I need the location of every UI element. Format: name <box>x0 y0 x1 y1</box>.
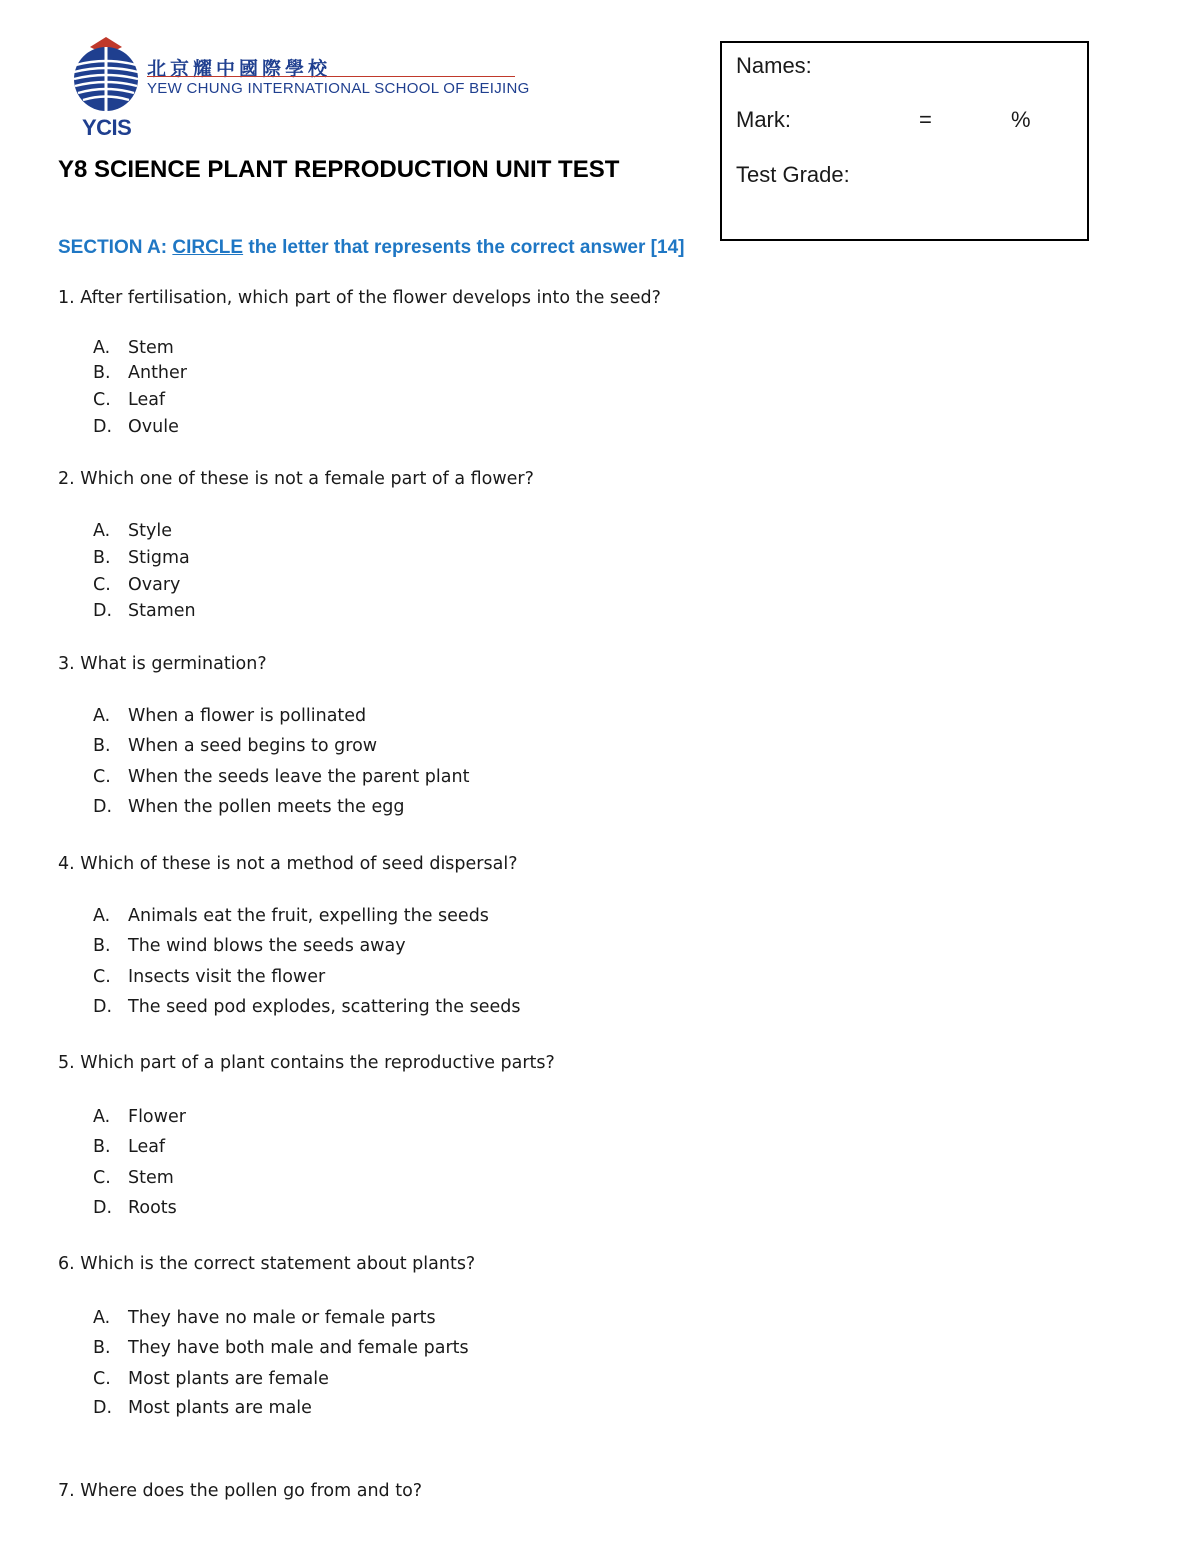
section-a-heading <box>58 237 684 259</box>
option-letter: D. <box>93 997 113 1017</box>
question-1-option-a[interactable] <box>93 338 174 358</box>
question-7: 7. Where does the pollen go from and to? <box>58 1481 423 1501</box>
student-info-box <box>720 41 1089 241</box>
question-6-option-c[interactable] <box>93 1369 329 1389</box>
question-1-option-d[interactable] <box>93 417 179 437</box>
option-letter: D. <box>93 797 113 817</box>
option-letter: B. <box>93 363 111 383</box>
option-text: When the pollen meets the egg <box>128 797 405 817</box>
question-5-option-a[interactable] <box>93 1107 186 1127</box>
school-abbreviation: YCIS <box>82 115 132 140</box>
option-letter: C. <box>93 575 111 595</box>
question-3-option-a[interactable] <box>93 706 366 726</box>
option-letter: D. <box>93 417 113 437</box>
question-4: 4. Which of these is not a method of seed dispersal? <box>58 854 518 874</box>
option-text: Animals eat the fruit, expelling the seeds <box>128 906 489 926</box>
option-letter: C. <box>93 967 111 987</box>
question-6-option-a[interactable] <box>93 1308 436 1328</box>
option-text: Leaf <box>128 1137 166 1157</box>
mark-equals-sign: = <box>919 107 932 132</box>
option-letter: A. <box>93 338 111 358</box>
question-4-option-c[interactable] <box>93 967 325 987</box>
school-name-english: YEW CHUNG INTERNATIONAL SCHOOL OF BEIJING <box>147 80 530 97</box>
option-text: Stem <box>128 1168 174 1188</box>
option-letter: A. <box>93 1107 111 1127</box>
question-3-option-b[interactable] <box>93 736 377 756</box>
option-letter: D. <box>93 1198 113 1218</box>
question-4-option-d[interactable] <box>93 997 520 1017</box>
question-2-option-d[interactable] <box>93 601 196 621</box>
question-3-option-c[interactable] <box>93 767 469 787</box>
option-letter: B. <box>93 1137 111 1157</box>
option-letter: C. <box>93 767 111 787</box>
option-text: When a flower is pollinated <box>128 706 367 726</box>
option-text: Leaf <box>128 390 166 410</box>
option-text: Most plants are female <box>128 1369 329 1389</box>
question-3-option-d[interactable] <box>93 797 404 817</box>
option-text: Roots <box>128 1198 177 1218</box>
option-letter: C. <box>93 1168 111 1188</box>
mark-percent-sign: % <box>1011 107 1031 132</box>
option-text: When the seeds leave the parent plant <box>128 767 470 787</box>
option-letter: A. <box>93 1308 111 1328</box>
question-1-option-b[interactable] <box>93 363 187 383</box>
section-a-emphasis: CIRCLE <box>172 237 244 258</box>
option-text: Insects visit the flower <box>128 967 326 987</box>
option-letter: B. <box>93 548 111 568</box>
question-6: 6. Which is the correct statement about plants? <box>58 1254 476 1274</box>
question-1-option-c[interactable] <box>93 390 165 410</box>
option-text: Ovary <box>128 575 181 595</box>
option-letter: C. <box>93 1369 111 1389</box>
question-5-option-b[interactable] <box>93 1137 165 1157</box>
question-2-option-a[interactable] <box>93 521 172 541</box>
question-4-option-b[interactable] <box>93 936 406 956</box>
option-text: Stigma <box>128 548 190 568</box>
option-letter: D. <box>93 1398 113 1418</box>
option-letter: A. <box>93 906 111 926</box>
option-text: Anther <box>128 363 187 383</box>
option-letter: B. <box>93 936 111 956</box>
option-text: Stamen <box>128 601 196 621</box>
question-6-option-d[interactable] <box>93 1398 312 1418</box>
logo-divider <box>147 76 515 77</box>
option-letter: A. <box>93 521 111 541</box>
option-text: The wind blows the seeds away <box>128 936 406 956</box>
option-text: When a seed begins to grow <box>128 736 378 756</box>
question-3: 3. What is germination? <box>58 654 267 674</box>
question-2: 2. Which one of these is not a female part of a flower? <box>58 469 534 489</box>
option-text: They have both male and female parts <box>128 1338 469 1358</box>
question-5-option-c[interactable] <box>93 1168 174 1188</box>
option-text: The seed pod explodes, scattering the seeds <box>128 997 521 1017</box>
option-letter: C. <box>93 390 111 410</box>
option-letter: B. <box>93 1338 111 1358</box>
school-name-chinese: 北京耀中國際學校 <box>147 58 332 80</box>
option-letter: A. <box>93 706 111 726</box>
question-4-option-a[interactable] <box>93 906 489 926</box>
question-5: 5. Which part of a plant contains the reproductive parts? <box>58 1053 555 1073</box>
option-letter: D. <box>93 601 113 621</box>
section-a-prefix: SECTION A: <box>58 237 173 258</box>
question-2-option-b[interactable] <box>93 548 190 568</box>
option-text: Ovule <box>128 417 179 437</box>
option-letter: B. <box>93 736 111 756</box>
school-logo-emblem <box>70 35 142 113</box>
option-text: Flower <box>128 1107 186 1127</box>
question-1: 1. After fertilisation, which part of the flower develops into the seed? <box>58 288 661 308</box>
test-title: Y8 SCIENCE PLANT REPRODUCTION UNIT TEST <box>58 156 620 183</box>
option-text: Style <box>128 521 172 541</box>
option-text: They have no male or female parts <box>128 1308 436 1328</box>
question-6-option-b[interactable] <box>93 1338 469 1358</box>
test-grade-label: Test Grade: <box>736 162 850 187</box>
section-a-instruction: the letter that represents the correct answer [14] <box>243 237 685 258</box>
question-5-option-d[interactable] <box>93 1198 177 1218</box>
option-text: Stem <box>128 338 174 358</box>
names-label: Names: <box>736 53 812 78</box>
question-2-option-c[interactable] <box>93 575 180 595</box>
option-text: Most plants are male <box>128 1398 312 1418</box>
mark-label: Mark: <box>736 107 791 132</box>
